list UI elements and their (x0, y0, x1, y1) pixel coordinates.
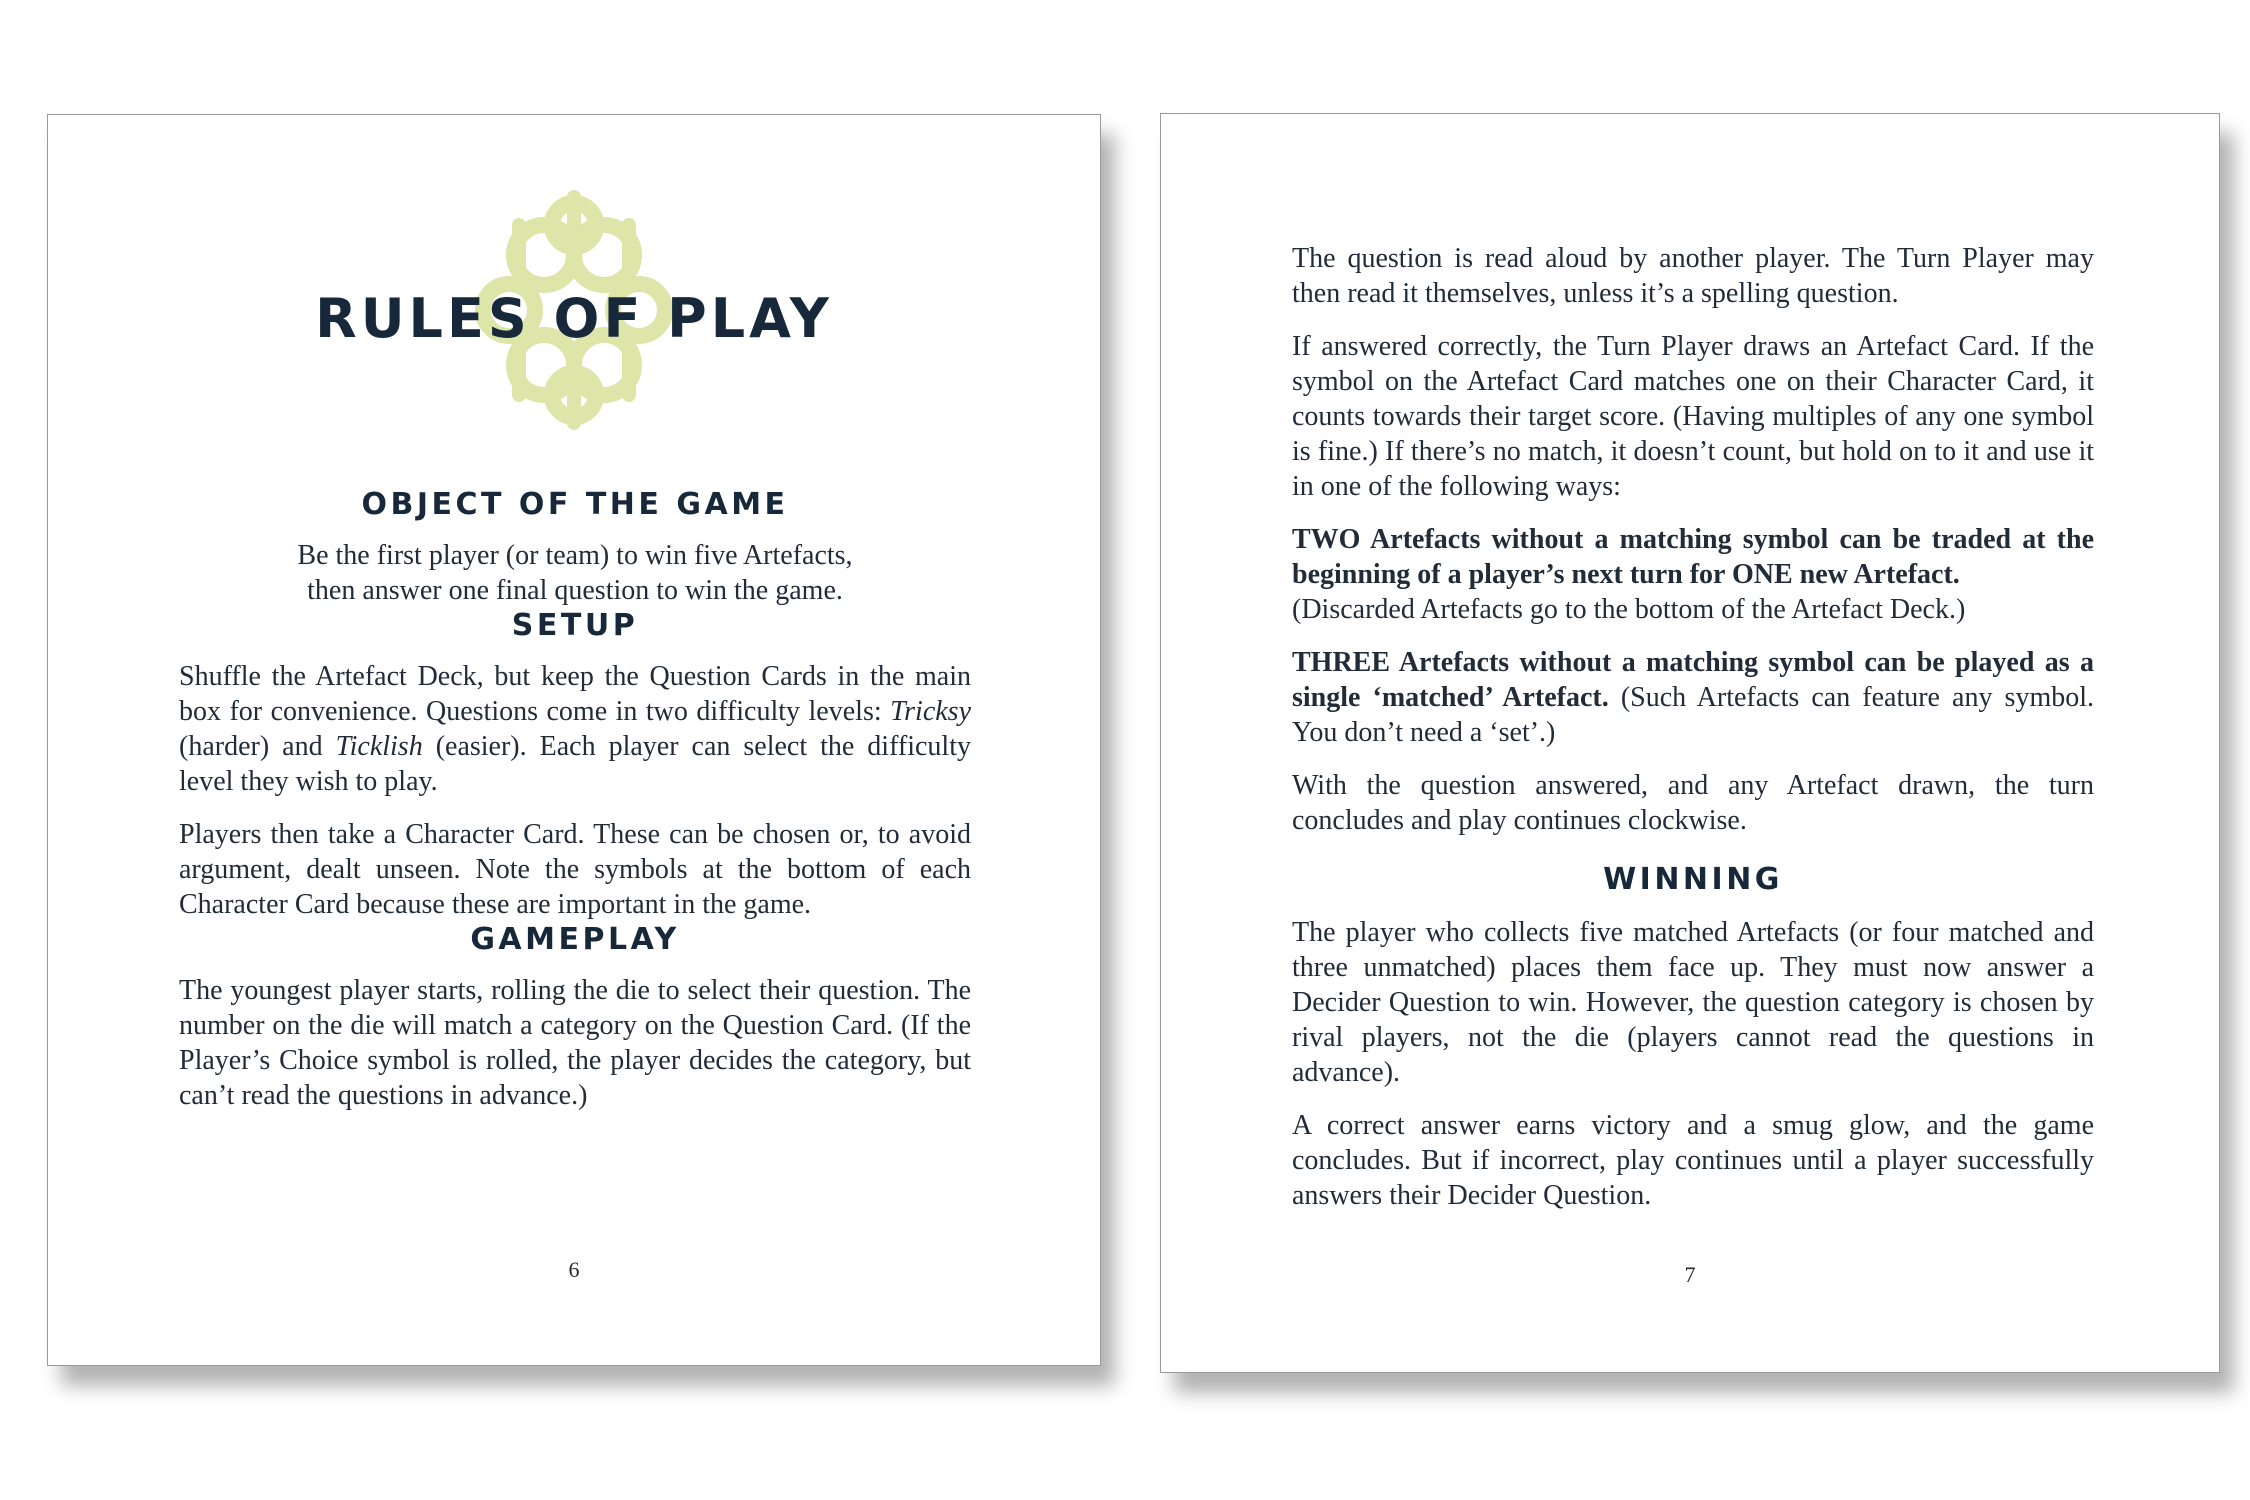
gameplay-paragraph: The youngest player starts, rolling the die to select their question. The number on the die will match a category on the Question Card. (If the Player’s Choice symbol is rolled, the player decides the category, but can’t read the questions in advance.) (179, 975, 971, 1111)
left-page (47, 114, 1101, 1366)
winning-paragraph-2: A correct answer earns victory and a smug glow, and the game concludes. But if incorrect, play continues until a player successfully answers their Decider Question. (1292, 1110, 2094, 1211)
setup-text-b: (harder) and (179, 731, 336, 762)
read-aloud-paragraph: The question is read aloud by another player. The Turn Player may then read it themselves, unless it’s a spelling question. (1292, 243, 2094, 309)
two-artefacts-paragraph (1292, 522, 2094, 627)
gameplay-heading: GAMEPLAY (470, 922, 680, 957)
setup-paragraph-2: Players then take a Character Card. These can be chosen or, to avoid argument, dealt unseen. Note the symbols at the bottom of each Character Card because these are important in the game. (179, 819, 971, 920)
turn-concludes-paragraph: With the question answered, and any Artefact drawn, the turn concludes and play continues clockwise. (1292, 770, 2094, 836)
ticklish-label: Ticklish (335, 731, 423, 762)
page-title: RULES OF PLAY (315, 287, 833, 350)
setup-paragraph-1 (179, 659, 971, 799)
right-body (1292, 241, 2094, 1213)
two-artefacts-rule: TWO Artefacts without a matching symbol can be traded at the beginning of a player’s next turn for ONE new Artefact. (1292, 524, 2094, 590)
object-text-line2: then answer one final question to win the game. (307, 575, 843, 606)
three-artefacts-paragraph (1292, 645, 2094, 750)
setup-heading: SETUP (511, 608, 639, 643)
two-artefacts-note: (Discarded Artefacts go to the bottom of the Artefact Deck.) (1292, 594, 1966, 625)
setup-text-c: (easier). Each player can select the difficulty level they wish to play. (179, 731, 971, 797)
object-heading: OBJECT OF THE GAME (361, 487, 789, 522)
page-number-left: 6 (568, 1257, 580, 1282)
tricksy-label: Tricksy (890, 696, 971, 727)
three-artefacts-note: (Such Artefacts can feature any symbol. You don’t need a ‘set’.) (1292, 682, 2094, 748)
object-text-line1: Be the first player (or team) to win five Artefacts, (297, 540, 853, 571)
winning-heading: WINNING (1603, 862, 1783, 897)
winning-paragraph-1: The player who collects five matched Artefacts (or four matched and three unmatched) places them face up. They must now answer a Decider Question to win. However, the question category is chosen by rival players, not the die (players cannot read the questions in advance). (1292, 917, 2094, 1088)
answered-correctly-paragraph: If answered correctly, the Turn Player draws an Artefact Card. If the symbol on the Artefact Card matches one on their Character Card, it counts towards their target score. (Having multiples of any one symbol is fine.) If there’s no match, it doesn’t count, but hold on to it and use it in one of the following ways: (1292, 331, 2094, 502)
title-block (48, 185, 1100, 435)
object-text (179, 538, 971, 608)
page-number-right: 7 (1684, 1262, 1696, 1287)
left-body (179, 487, 971, 1113)
setup-text-a: Shuffle the Artefact Deck, but keep the Question Cards in the main box for convenience. Questions come in two difficulty levels: (179, 661, 971, 727)
three-artefacts-rule: THREE Artefacts without a matching symbol can be played as a single ‘matched’ Artefact. (1292, 647, 2094, 713)
right-page (1160, 113, 2220, 1373)
